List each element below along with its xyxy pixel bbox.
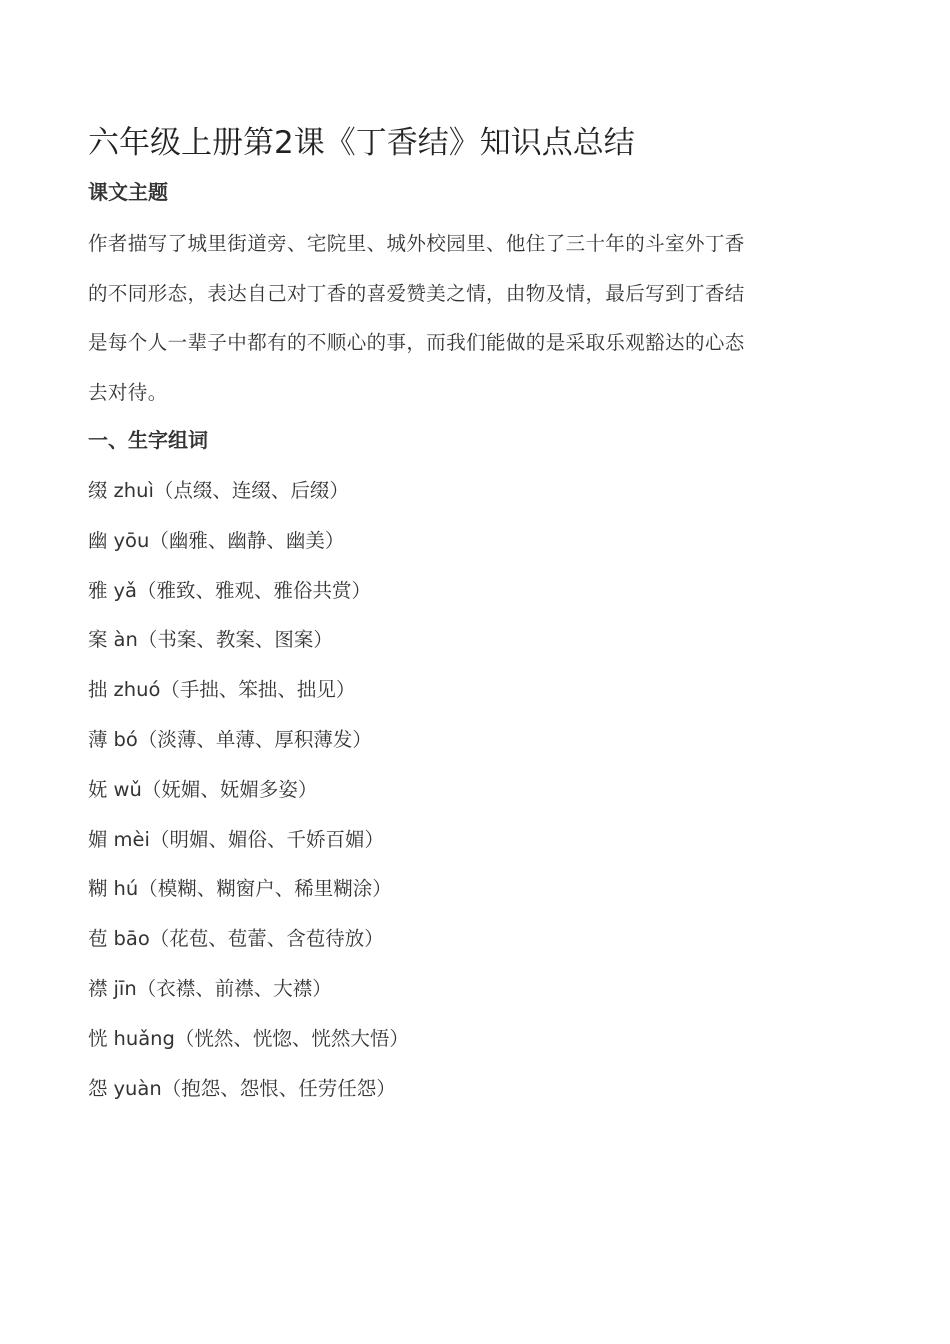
vocab-pinyin: zhuó — [113, 678, 161, 702]
vocab-words: （点缀、连缀、后缀） — [153, 479, 349, 502]
vocab-char: 媚 — [88, 827, 108, 851]
vocab-item — [88, 665, 409, 715]
paragraph-line: 作者描写了城里街道旁、宅院里、城外校园里、他住了三十年的斗室外丁香 — [88, 232, 745, 255]
vocab-pinyin: àn — [113, 628, 138, 652]
vocab-words: （手拙、笨拙、拙见） — [160, 678, 356, 702]
vocab-pinyin: yǎ — [113, 578, 138, 602]
vocab-item — [88, 765, 409, 815]
vocab-pinyin: hú — [113, 877, 139, 901]
vocab-pinyin: wǔ — [113, 777, 142, 801]
vocab-words: （雅致、雅观、雅俗共赏） — [137, 578, 372, 602]
vocab-item — [88, 964, 409, 1014]
vocab-words: （抱怨、怨恨、任劳任怨） — [161, 1076, 396, 1100]
vocab-item — [88, 615, 409, 665]
vocab-item — [88, 1014, 409, 1064]
vocab-pinyin: bāo — [113, 927, 150, 951]
vocab-words: （书案、教案、图案） — [137, 628, 333, 652]
paragraph-line: 的不同形态，表达自己对丁香的喜爱赞美之情，由物及情，最后写到丁香结 — [88, 281, 745, 305]
vocab-char: 襟 — [88, 976, 108, 1000]
vocab-words: （幽雅、幽静、幽美） — [149, 528, 345, 552]
vocab-char: 恍 — [88, 1026, 108, 1050]
vocab-words: （模糊、糊窗户、稀里糊涂） — [138, 877, 392, 901]
vocab-char: 幽 — [88, 528, 108, 552]
vocab-words: （淡薄、单薄、厚积薄发） — [137, 727, 372, 751]
vocab-words: （花苞、苞蕾、含苞待放） — [149, 927, 384, 951]
vocab-item — [88, 914, 409, 964]
vocab-char: 薄 — [88, 727, 108, 751]
vocab-item — [88, 566, 409, 616]
vocab-pinyin: huǎng — [113, 1026, 175, 1050]
vocab-char: 拙 — [88, 678, 108, 702]
vocab-words: （恍然、恍惚、恍然大悟） — [174, 1026, 409, 1050]
paragraph-line: 去对待。 — [88, 381, 168, 405]
vocab-item — [88, 815, 409, 865]
vocab-pinyin: mèi — [113, 827, 150, 851]
document-title: 六年级上册第2课《丁香结》知识点总结 — [88, 125, 635, 161]
vocab-list — [88, 466, 409, 1113]
vocab-char: 雅 — [88, 578, 108, 602]
vocab-words: （明媚、媚俗、千娇百媚） — [149, 827, 384, 851]
vocab-char: 妩 — [88, 777, 108, 801]
vocab-words: （妩媚、妩媚多姿） — [141, 777, 318, 801]
vocab-pinyin: zhuì — [113, 479, 154, 502]
vocab-words: （衣襟、前襟、大襟） — [136, 976, 332, 1000]
vocab-pinyin: bó — [113, 727, 138, 751]
section-heading-theme: 课文主题 — [88, 180, 168, 204]
theme-paragraph — [88, 219, 868, 418]
vocab-char: 案 — [88, 628, 108, 652]
vocab-char: 苞 — [88, 927, 108, 951]
vocab-char: 糊 — [88, 877, 108, 901]
vocab-item — [88, 715, 409, 765]
vocab-pinyin: yuàn — [113, 1076, 162, 1100]
paragraph-line: 是每个人一辈子中都有的不顺心的事，而我们能做的是采取乐观豁达的心态 — [88, 331, 745, 355]
section-heading-vocab: 一、生字组词 — [88, 428, 208, 452]
vocab-item — [88, 516, 409, 566]
vocab-item — [88, 864, 409, 914]
vocab-char: 怨 — [88, 1076, 108, 1100]
vocab-pinyin: yōu — [113, 528, 150, 552]
vocab-char: 缀 — [88, 479, 108, 502]
vocab-item — [88, 1064, 409, 1114]
vocab-pinyin: jīn — [113, 976, 137, 1000]
vocab-item — [88, 466, 409, 516]
